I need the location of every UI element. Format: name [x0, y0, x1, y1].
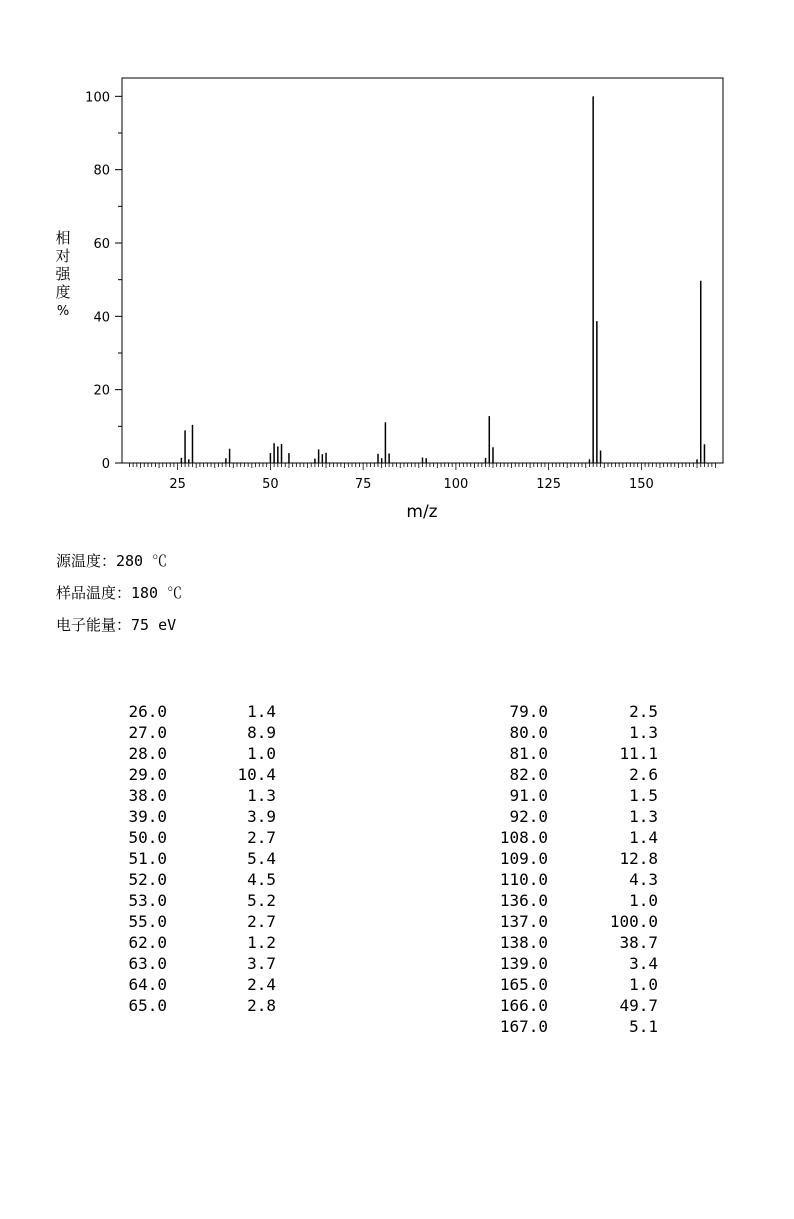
- mz-value: 65.0: [128, 996, 167, 1015]
- mz-value: 109.0: [499, 849, 548, 868]
- y-tick-label: 80: [93, 163, 110, 179]
- intensity-value: 5.2: [247, 891, 276, 910]
- x-tick-label: 100: [443, 477, 469, 492]
- x-axis-label: m/z: [406, 502, 438, 522]
- table-row: [0, 974, 794, 995]
- table-row: [0, 932, 794, 953]
- table-row: [0, 848, 794, 869]
- plot-frame: [122, 78, 723, 463]
- sample-temperature: 样品温度：180 ℃: [56, 584, 183, 602]
- mz-value: 165.0: [499, 975, 548, 994]
- x-tick-label: 50: [262, 477, 279, 492]
- table-row: [0, 785, 794, 806]
- intensity-value: 4.3: [629, 870, 658, 889]
- peak-series: [181, 96, 704, 463]
- intensity-value: 1.4: [247, 702, 276, 721]
- intensity-value: 1.0: [629, 891, 658, 910]
- mz-value: 79.0: [509, 702, 548, 721]
- mz-value: 62.0: [128, 933, 167, 952]
- mz-value: 91.0: [509, 786, 548, 805]
- intensity-value: 5.4: [247, 849, 276, 868]
- mz-value: 138.0: [499, 933, 548, 952]
- mz-value: 167.0: [499, 1017, 548, 1036]
- peak-table-right: [0, 701, 794, 1037]
- intensity-value: 1.4: [629, 828, 658, 847]
- table-row: [0, 722, 794, 743]
- mz-value: 81.0: [509, 744, 548, 763]
- table-row: [0, 764, 794, 785]
- y-tick-label: 100: [85, 90, 110, 106]
- intensity-value: 1.5: [629, 786, 658, 805]
- mz-value: 139.0: [499, 954, 548, 973]
- table-row: [0, 701, 794, 722]
- mz-value: 38.0: [128, 786, 167, 805]
- table-row: [0, 743, 794, 764]
- table-row: [0, 1016, 794, 1037]
- mz-value: 136.0: [499, 891, 548, 910]
- intensity-value: 100.0: [609, 912, 658, 931]
- intensity-value: 1.0: [629, 975, 658, 994]
- mz-value: 55.0: [128, 912, 167, 931]
- mass-spectrum-chart: [0, 0, 794, 530]
- table-row: [0, 911, 794, 932]
- x-tick-label: 25: [169, 477, 186, 492]
- intensity-value: 2.7: [247, 828, 276, 847]
- intensity-value: 11.1: [619, 744, 658, 763]
- intensity-value: 1.3: [629, 807, 658, 826]
- intensity-value: 12.8: [619, 849, 658, 868]
- electron-energy: 电子能量：75 eV: [56, 616, 177, 634]
- intensity-value: 2.4: [247, 975, 276, 994]
- mz-value: 50.0: [128, 828, 167, 847]
- x-tick-label: 125: [536, 477, 562, 492]
- mz-value: 29.0: [128, 765, 167, 784]
- intensity-value: 3.9: [247, 807, 276, 826]
- table-row: [0, 953, 794, 974]
- table-row: [0, 890, 794, 911]
- mz-value: 51.0: [128, 849, 167, 868]
- intensity-value: 2.5: [629, 702, 658, 721]
- intensity-value: 1.3: [247, 786, 276, 805]
- x-tick-label: 150: [628, 477, 654, 492]
- table-row: [0, 869, 794, 890]
- mz-value: 39.0: [128, 807, 167, 826]
- y-tick-label: 40: [93, 310, 110, 326]
- intensity-value: 2.8: [247, 996, 276, 1015]
- intensity-value: 1.2: [247, 933, 276, 952]
- mz-value: 27.0: [128, 723, 167, 742]
- mz-value: 26.0: [128, 702, 167, 721]
- mz-value: 63.0: [128, 954, 167, 973]
- intensity-value: 2.7: [247, 912, 276, 931]
- mz-value: 137.0: [499, 912, 548, 931]
- intensity-value: 1.3: [629, 723, 658, 742]
- x-tick-label: 75: [354, 477, 372, 492]
- intensity-value: 8.9: [247, 723, 276, 742]
- y-axis: [85, 90, 122, 472]
- y-tick-label: 60: [93, 237, 110, 252]
- y-tick-label: 0: [101, 457, 110, 472]
- mz-value: 166.0: [499, 996, 548, 1015]
- mz-value: 110.0: [499, 870, 548, 889]
- intensity-value: 3.7: [247, 954, 276, 973]
- intensity-value: 5.1: [629, 1017, 658, 1036]
- intensity-value: 10.4: [237, 765, 276, 784]
- mz-value: 80.0: [509, 723, 548, 742]
- intensity-value: 49.7: [619, 996, 658, 1015]
- mz-value: 52.0: [128, 870, 167, 889]
- intensity-value: 4.5: [247, 870, 276, 889]
- intensity-value: 38.7: [619, 933, 658, 952]
- mz-value: 92.0: [509, 807, 548, 826]
- table-row: [0, 995, 794, 1016]
- mz-value: 28.0: [128, 744, 167, 763]
- intensity-value: 3.4: [629, 954, 658, 973]
- table-row: [0, 806, 794, 827]
- intensity-value: 1.0: [247, 744, 276, 763]
- mz-value: 64.0: [128, 975, 167, 994]
- y-axis-label: 相对强度%: [55, 229, 71, 319]
- x-axis: [129, 463, 715, 492]
- mz-value: 53.0: [128, 891, 167, 910]
- source-temperature: 源温度：280 ℃: [56, 552, 168, 570]
- y-tick-label: 20: [93, 383, 110, 399]
- intensity-value: 2.6: [629, 765, 658, 784]
- table-row: [0, 827, 794, 848]
- mz-value: 82.0: [509, 765, 548, 784]
- mz-value: 108.0: [499, 828, 548, 847]
